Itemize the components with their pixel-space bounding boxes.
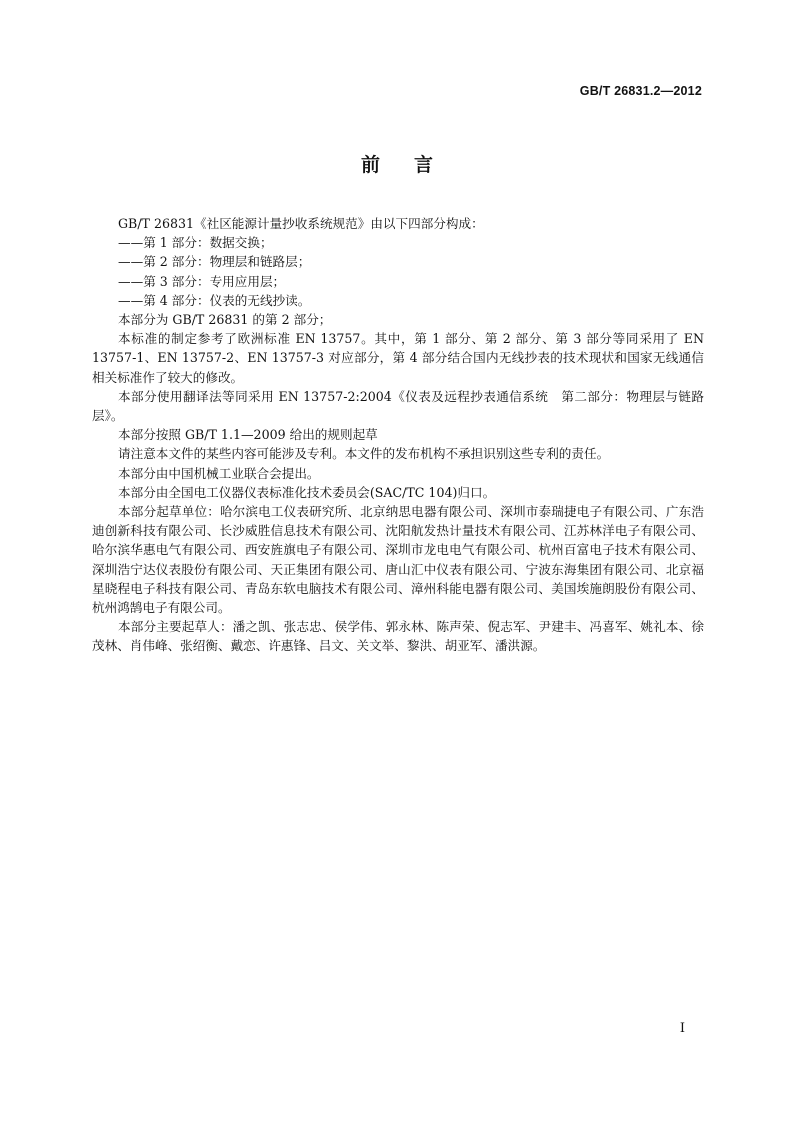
paragraph-patent-notice: 请注意本文件的某些内容可能涉及专利。本文件的发布机构不承担识别这些专利的责任。	[118, 446, 610, 462]
document-code: GB/T 26831.2—2012	[579, 84, 702, 98]
part-list-item-1: ——第 1 部分：数据交换；	[118, 235, 273, 251]
paragraph-translation-method: 本部分使用翻译法等同采用 EN 13757-2:2004《仪表及远程抄表通信系统 第二部分：物理层与链路层》。	[92, 388, 704, 424]
part-list-item-3: ——第 3 部分：专用应用层；	[118, 273, 286, 289]
foreword-body	[92, 214, 704, 656]
page-title-char-2: 言	[414, 154, 434, 176]
page-title-char-1: 前	[360, 154, 380, 176]
paragraph-main-drafters: 本部分主要起草人：潘之凯、张志忠、侯学伟、郭永林、陈声荣、倪志军、尹建丰、冯喜军、姚礼本、徐茂林、肖伟峰、张绍衡、戴恋、许惠锋、吕文、关文举、黎洪、胡亚军、潘洪源。	[92, 619, 704, 654]
part-list-item-2: ——第 2 部分：物理层和链路层；	[118, 254, 311, 270]
paragraph-drafting-rules: 本部分按照 GB/T 1.1—2009 给出的规则起草	[118, 427, 378, 443]
paragraph-drafting-organizations: 本部分起草单位：哈尔滨电工仪表研究所、北京纳思电器有限公司、深圳市泰瑞捷电子有限公司、广东浩迪创新科技有限公司、长沙威胜信息技术有限公司、沈阳航发热计量技术有限公司、江苏林洋电子有限公司、哈尔滨华惠电气有限公司、西安旌旗电子有限公司、深圳市龙电电气有限公司、杭州百富电子技术有限公司、深圳浩宁达仪表股份有限公司、天正集团有限公司、唐山汇中仪表有限公司、宁波东海集团有限公司、北京福星晓程电子科技有限公司、青岛东软电脑技术有限公司、漳州科能电器有限公司、美国埃施朗股份有限公司、杭州鸿鹄电子有限公司。	[92, 504, 704, 616]
page-number: I	[679, 1021, 685, 1036]
paragraph-part-statement: 本部分为 GB/T 26831 的第 2 部分；	[118, 312, 332, 328]
page-title	[0, 150, 794, 177]
part-list-item-4: ——第 4 部分：仪表的无线抄读。	[118, 292, 311, 308]
paragraph-proposed-by: 本部分由中国机械工业联合会提出。	[118, 465, 320, 481]
paragraph-administered-by: 本部分由全国电工仪器仪表标准化技术委员会(SAC/TC 104)归口。	[118, 484, 496, 500]
intro-paragraph: GB/T 26831《社区能源计量抄收系统规范》由以下四部分构成：	[118, 216, 484, 231]
paragraph-reference-standard: 本标准的制定参考了欧洲标准 EN 13757。其中，第 1 部分、第 2 部分、第 3 部分等同采用了 EN 13757-1、EN 13757-2、EN 13757-3 对应部分，第 4 部分结合国内无线抄表的技术现状和国家无线通信相关标准作了较大的修改。	[92, 331, 704, 385]
